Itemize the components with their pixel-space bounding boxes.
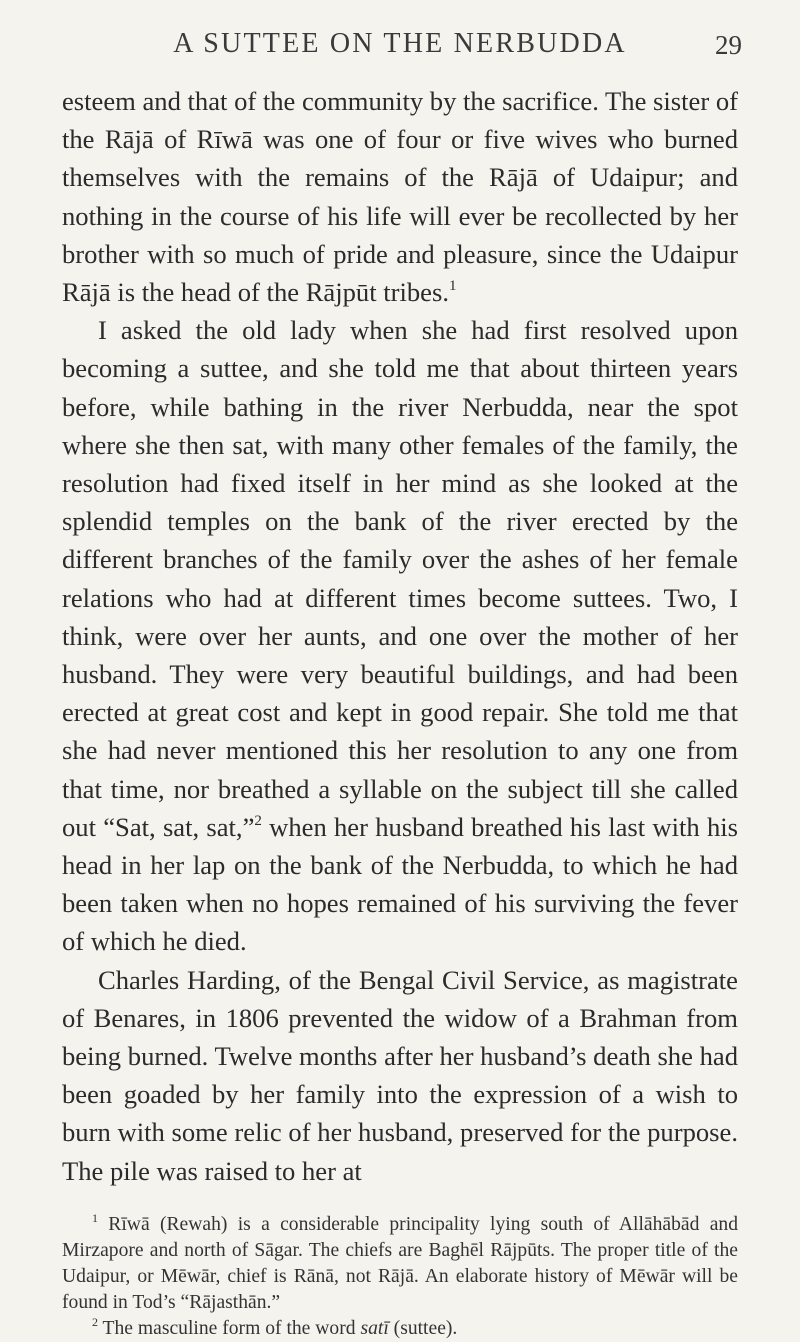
paragraph-2-text-b: when her husband breathed his last with his head in her lap on the bank of the Nerbudda, to which he had been taken when no hopes remained of his surviving the fever of which he died. <box>62 811 738 957</box>
paragraph-1-text: esteem and that of the community by the sacrifice. The sister of the Rājā of Rīwā was one of four or five wives who burned themselves with the remains of the Rājā of Udaipur; and nothing in the course of his life will ever be recollected by her brother with so much of pride and pleasure, since the Udaipur Rājā is the head of the Rājpūt tribes. <box>62 86 738 308</box>
footnote-2-italic-word: satī <box>360 1317 389 1339</box>
footnote-marker-1: 1 <box>92 1210 98 1225</box>
paragraph-2-text-a: I asked the old lady when she had first resolved upon becoming a suttee, and she told me that about thirteen years before, while bathing in the river Nerbudda, near the spot where she then sat, with many other females of the family, the resolution had fixed itself in her mind as she looked at the splendid temples on the bank of the river erected by the different branches of the family over the ashes of her female relations who had at different times become suttees. Two, I think, were over her aunts, and one over the mother of her husband. They were very beautiful buildings, and had been erected at great cost and kept in good repair. She told me that she had never mentioned this her resolution to any one from that time, nor breathed a syllable on the subject till she called out “Sat, sat, sat,” <box>62 315 738 842</box>
paragraph-2 <box>62 311 738 960</box>
footnote-1-text: Rīwā (Rewah) is a considerable principality lying south of Allāhābād and Mirzapore and north of Sāgar. The chiefs are Baghēl Rājpūts. The proper title of the Udaipur, or Mēwār, chief is Rānā, not Rājā. An elaborate history of Mēwār will be found in Tod’s “Rājasthān.” <box>62 1213 738 1313</box>
page-number: 29 <box>715 30 742 60</box>
paragraph-3-text: Charles Harding, of the Bengal Civil Service, as magistrate of Benares, in 1806 prevented the widow of a Brahman from being burned. Twelve months after her husband’s death she had been goaded by her family into the expression of a wish to burn with some relic of her husband, preserved for the purpose. The pile was raised to her at <box>62 964 738 1186</box>
footnote-ref-2: 2 <box>254 812 262 829</box>
footnote-2-text-a: The masculine form of the word <box>98 1317 361 1339</box>
footnote-2 <box>62 1316 738 1342</box>
footnote-2-text-b: (suttee). <box>388 1317 458 1339</box>
footnote-1 <box>62 1212 738 1316</box>
footnote-ref-1: 1 <box>449 278 457 295</box>
footnotes <box>62 1212 738 1342</box>
body-text <box>62 82 738 1190</box>
running-head <box>62 0 742 66</box>
paragraph-1 <box>62 82 738 311</box>
book-page <box>62 0 742 1339</box>
paragraph-3 <box>62 961 738 1190</box>
running-title: A SUTTEE ON THE NERBUDDA <box>173 28 627 59</box>
footnote-marker-2: 2 <box>92 1314 98 1329</box>
